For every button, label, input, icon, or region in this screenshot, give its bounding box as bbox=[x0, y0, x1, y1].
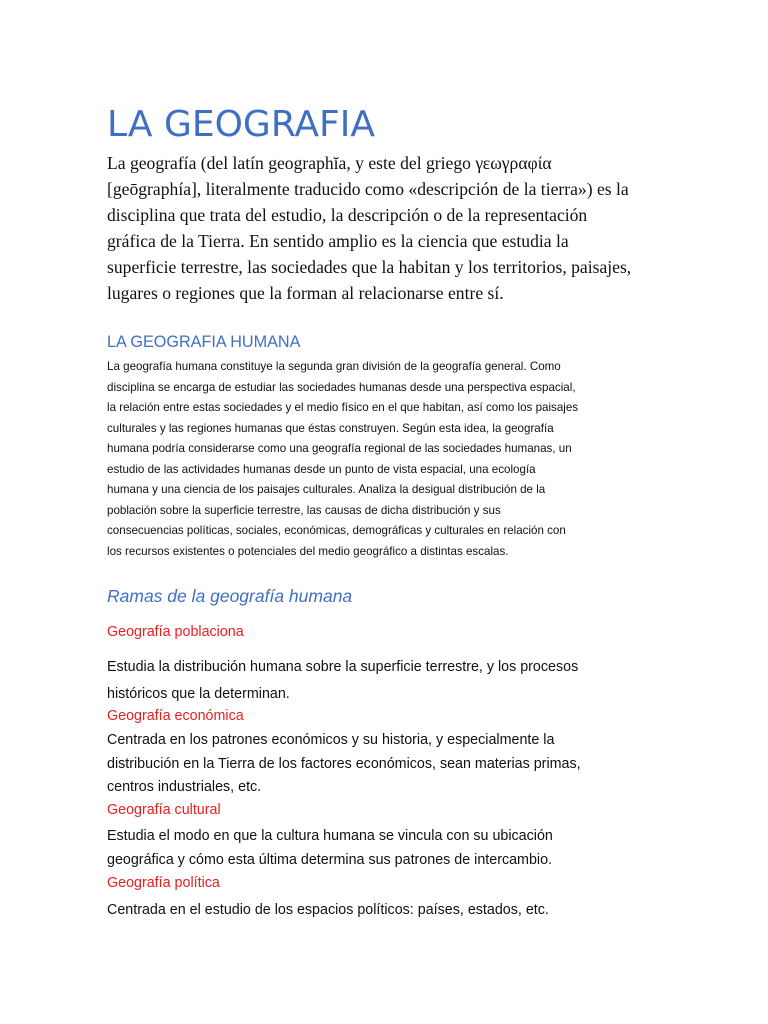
intro-line: lugares o regiones que la forman al relacionarse entre sí. bbox=[107, 283, 504, 303]
branch-title-economica: Geografía económica bbox=[107, 708, 244, 724]
branch-line: geográfica y cómo esta última determina sus patrones de intercambio. bbox=[107, 852, 553, 868]
section-line: culturales y las regiones humanas que éstas construyen. Según esta idea, la geografía bbox=[107, 421, 554, 435]
section-line: la relación entre estas sociedades y el medio físico en el que habitan, así como los paisajes bbox=[107, 401, 579, 414]
intro-paragraph bbox=[107, 150, 647, 306]
document-title: LA GEOGRAFIA bbox=[107, 104, 375, 145]
branch-line: Centrada en los patrones económicos y su historia, y especialmente la bbox=[107, 732, 555, 748]
section-line: humana y una ciencia de los paisajes culturales. Analiza la desigual distribución de la bbox=[107, 483, 546, 496]
intro-line: La geografía (del latín geographĭa, y este del griego γεωγραφία bbox=[107, 153, 552, 173]
intro-line: [geōgraphía], literalmente traducido como «descripción de la tierra») es la bbox=[107, 179, 629, 199]
branch-desc-economica bbox=[107, 729, 581, 800]
section-line: los recursos existentes o potenciales del medio geográfico a distintas escalas. bbox=[107, 544, 509, 558]
branch-line: distribución en la Tierra de los factores económicos, sean materias primas, bbox=[107, 755, 581, 772]
branch-line: históricos que la determinan. bbox=[107, 686, 290, 702]
section-heading: LA GEOGRAFIA HUMANA bbox=[107, 333, 301, 351]
branch-title-poblacional: Geografía poblaciona bbox=[107, 624, 244, 640]
section-line: consecuencias políticas, sociales, económicas, demográficas y culturales en relación con bbox=[107, 524, 566, 537]
branch-desc-cultural bbox=[107, 824, 553, 872]
intro-line: disciplina que trata del estudio, la descripción o de la representación bbox=[107, 205, 588, 225]
section-line: disciplina se encarga de estudiar las sociedades humanas desde una perspectiva espacial, bbox=[107, 380, 576, 394]
section-paragraph bbox=[107, 357, 647, 562]
branch-line: centros industriales, etc. bbox=[107, 779, 262, 795]
intro-line: gráfica de la Tierra. En sentido amplio es la ciencia que estudia la bbox=[107, 231, 569, 251]
branch-desc-politica bbox=[107, 898, 549, 922]
intro-line: superficie terrestre, las sociedades que la habitan y los territorios, paisajes, bbox=[107, 257, 632, 277]
section-line: estudio de las actividades humanas desde un punto de vista espacial, una ecología bbox=[107, 462, 536, 476]
branch-desc-poblacional bbox=[107, 654, 578, 708]
section-line: La geografía humana constituye la segunda gran división de la geografía general. Como bbox=[107, 360, 561, 373]
section-line: humana podría considerarse como una geografía regional de las sociedades humanas, un bbox=[107, 442, 572, 455]
branch-title-politica: Geografía política bbox=[107, 875, 220, 891]
section-line: población sobre la superficie terrestre, las causas de dicha distribución y sus bbox=[107, 503, 501, 517]
branch-line: Estudia la distribución humana sobre la superficie terrestre, y los procesos bbox=[107, 659, 579, 675]
branch-line: Estudia el modo en que la cultura humana se vincula con su ubicación bbox=[107, 828, 553, 844]
subsection-heading: Ramas de la geografía humana bbox=[107, 586, 353, 606]
branch-title-cultural: Geografía cultural bbox=[107, 802, 221, 818]
branch-line: Centrada en el estudio de los espacios políticos: países, estados, etc. bbox=[107, 902, 549, 918]
